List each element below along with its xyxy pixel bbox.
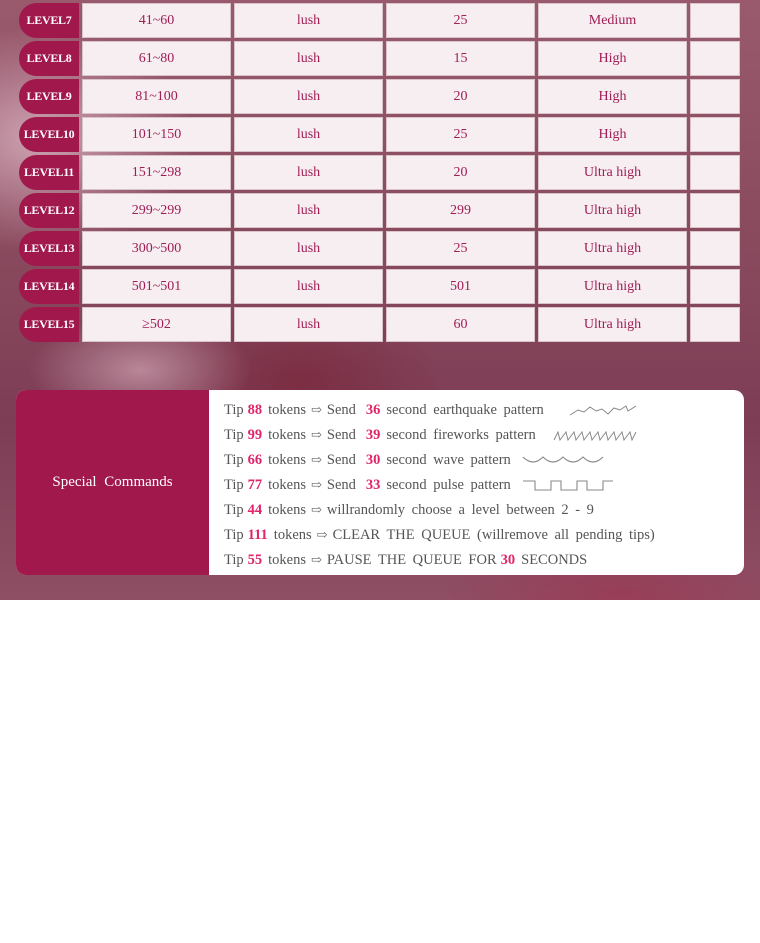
pattern: lush xyxy=(234,307,383,342)
seconds: 501 xyxy=(386,269,535,304)
special-commands-box xyxy=(16,390,744,575)
levels-table xyxy=(16,0,743,345)
intensity: Ultra high xyxy=(538,307,687,342)
special-commands-label: Special Commands xyxy=(16,390,209,575)
pattern: lush xyxy=(234,269,383,304)
level-row xyxy=(19,3,740,38)
pattern: lush xyxy=(234,79,383,114)
level-badge: LEVEL15 xyxy=(19,307,79,342)
intensity: Ultra high xyxy=(538,155,687,190)
level-badge: LEVEL7 xyxy=(19,3,79,38)
tip-amount: 66 xyxy=(247,451,263,468)
arrow-icon: ⇨ xyxy=(311,426,322,442)
arrow-icon: ⇨ xyxy=(311,501,322,517)
seconds: 25 xyxy=(386,231,535,266)
level-row xyxy=(19,41,740,76)
command-row: Tip 88 tokens ⇨ Send 36 second earthquake pattern xyxy=(224,397,744,422)
tip-amount: 44 xyxy=(247,501,263,518)
level-badge: LEVEL10 xyxy=(19,117,79,152)
intensity: High xyxy=(538,79,687,114)
token-range: 61~80 xyxy=(82,41,231,76)
command-row: Tip 66 tokens ⇨ Send 30 second wave pattern xyxy=(224,447,744,472)
intensity: Medium xyxy=(538,3,687,38)
arrow-icon: ⇨ xyxy=(311,551,322,567)
level-badge: LEVEL11 xyxy=(19,155,79,190)
pattern: lush xyxy=(234,231,383,266)
level-row xyxy=(19,155,740,190)
level-row xyxy=(19,307,740,342)
seconds: 25 xyxy=(386,117,535,152)
arrow-icon: ⇨ xyxy=(311,451,322,467)
earthquake-pattern-icon xyxy=(568,403,638,417)
level-row xyxy=(19,193,740,228)
arrow-icon: ⇨ xyxy=(316,526,328,542)
token-range: 81~100 xyxy=(82,79,231,114)
empty-cell xyxy=(690,193,740,228)
empty-cell xyxy=(690,79,740,114)
token-range: 151~298 xyxy=(82,155,231,190)
pattern: lush xyxy=(234,193,383,228)
level-row xyxy=(19,117,740,152)
token-range: ≥502 xyxy=(82,307,231,342)
empty-cell xyxy=(690,231,740,266)
pattern: lush xyxy=(234,3,383,38)
tip-amount: 88 xyxy=(247,401,263,418)
special-commands-list xyxy=(209,390,744,575)
seconds-value: 36 xyxy=(365,401,381,418)
seconds-value: 33 xyxy=(365,476,381,493)
empty-cell xyxy=(690,117,740,152)
empty-cell xyxy=(690,3,740,38)
intensity: High xyxy=(538,117,687,152)
fireworks-pattern-icon xyxy=(552,428,638,442)
empty-cell xyxy=(690,41,740,76)
arrow-icon: ⇨ xyxy=(311,401,322,417)
pulse-pattern-icon xyxy=(521,478,615,492)
level-badge: LEVEL13 xyxy=(19,231,79,266)
level-row xyxy=(19,231,740,266)
level-badge: LEVEL8 xyxy=(19,41,79,76)
command-row: Tip 44 tokens ⇨ willrandomly choose a level between 2 - 9 xyxy=(224,501,594,518)
level-badge: LEVEL12 xyxy=(19,193,79,228)
seconds: 25 xyxy=(386,3,535,38)
seconds-value: 30 xyxy=(500,551,516,568)
seconds-value: 39 xyxy=(365,426,381,443)
tip-amount: 55 xyxy=(247,551,263,568)
tip-amount: 77 xyxy=(247,476,263,493)
level-badge: LEVEL14 xyxy=(19,269,79,304)
empty-cell xyxy=(690,155,740,190)
level-badge: LEVEL9 xyxy=(19,79,79,114)
intensity: Ultra high xyxy=(538,269,687,304)
wave-pattern-icon xyxy=(521,453,605,467)
tip-amount: 99 xyxy=(247,426,263,443)
pattern: lush xyxy=(234,117,383,152)
seconds: 15 xyxy=(386,41,535,76)
token-range: 299~299 xyxy=(82,193,231,228)
token-range: 101~150 xyxy=(82,117,231,152)
token-range: 300~500 xyxy=(82,231,231,266)
level-row xyxy=(19,79,740,114)
empty-cell xyxy=(690,269,740,304)
seconds-value: 30 xyxy=(365,451,381,468)
token-range: 41~60 xyxy=(82,3,231,38)
intensity: High xyxy=(538,41,687,76)
level-row xyxy=(19,269,740,304)
pattern: lush xyxy=(234,41,383,76)
intensity: Ultra high xyxy=(538,231,687,266)
seconds: 299 xyxy=(386,193,535,228)
command-row: Tip 99 tokens ⇨ Send 39 second fireworks pattern xyxy=(224,422,744,447)
pattern: lush xyxy=(234,155,383,190)
command-row: Tip 77 tokens ⇨ Send 33 second pulse pattern xyxy=(224,472,744,497)
command-row: Tip 111 tokens ⇨ CLEAR THE QUEUE (willremove all pending tips) xyxy=(224,526,655,543)
token-range: 501~501 xyxy=(82,269,231,304)
empty-cell xyxy=(690,307,740,342)
arrow-icon: ⇨ xyxy=(311,476,322,492)
seconds: 20 xyxy=(386,79,535,114)
seconds: 60 xyxy=(386,307,535,342)
tip-amount: 111 xyxy=(247,526,268,543)
command-row: Tip 55 tokens ⇨ PAUSE THE QUEUE FOR 30 SECONDS xyxy=(224,551,588,568)
intensity: Ultra high xyxy=(538,193,687,228)
seconds: 20 xyxy=(386,155,535,190)
